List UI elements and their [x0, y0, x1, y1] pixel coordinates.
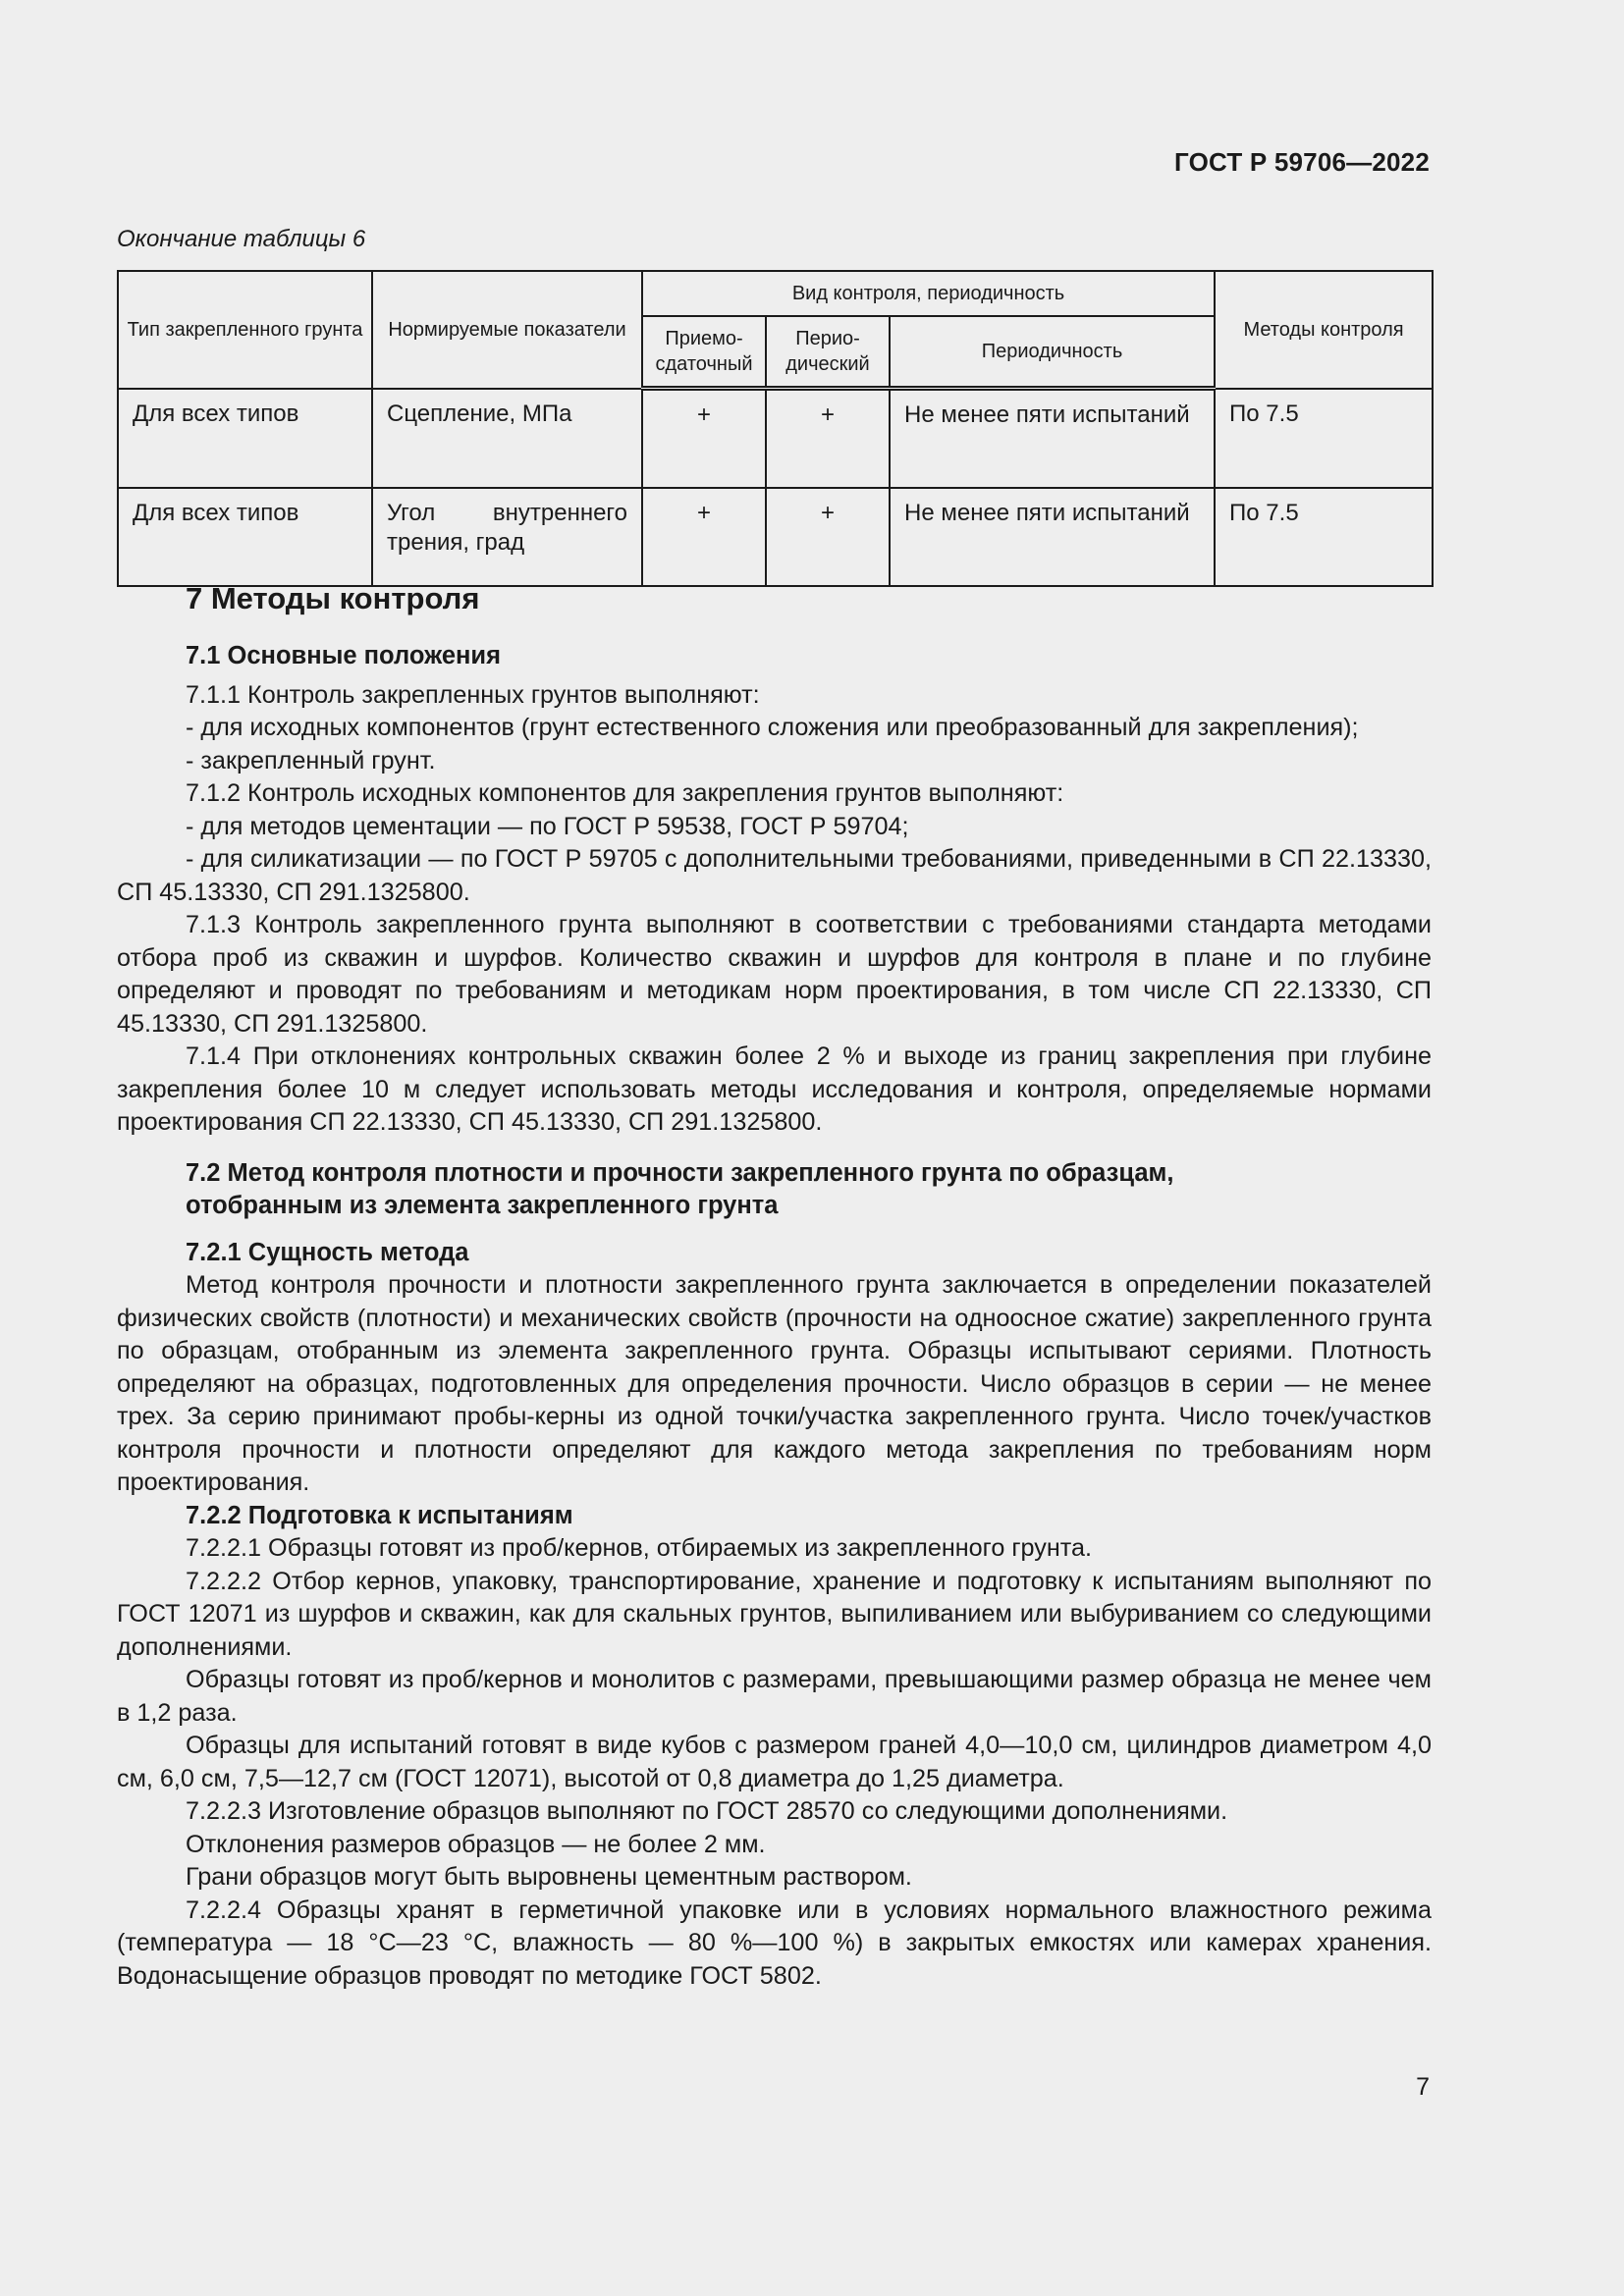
cell-indicator-line-2: трения, град — [387, 529, 525, 556]
paragraph-7-2-2-2: 7.2.2.2 Отбор кернов, упаковку, транспортирование, хранение и подготовку к испытаниям выполняют по ГОСТ 12071 из шурфов и скважин, как для скальных грунтов, выпиливанием или выбуриванием со следующими дополнениями. — [117, 1567, 1432, 1661]
table-row — [118, 389, 1433, 489]
cell-periodicity: Не менее пяти испытаний — [890, 389, 1215, 489]
paragraph: Грани образцов могут быть выровнены цементным раствором. — [186, 1863, 912, 1891]
header-soil-type: Тип закрепленного грунта — [118, 271, 372, 389]
cell-indicator-text: Сцепление, МПа — [387, 400, 572, 427]
section-7-title: 7 Методы контроля — [186, 581, 480, 615]
section-7-2-title-line-2: отобранным из элемента закрепленного грунта — [186, 1192, 779, 1219]
paragraph-7-2-2-4: 7.2.2.4 Образцы хранят в герметичной упаковке или в условиях нормального влажностного режима (температура — 18 °С—23 °С, влажность — 80 %—100 %) в закрытых емкостях или камерах хранения. Водонасыщение образцов проводят по методике ГОСТ 5802. — [117, 1896, 1432, 1990]
cell-indicator — [372, 389, 642, 489]
document-code: ГОСТ Р 59706—2022 — [1174, 147, 1430, 177]
cell-acceptance: + — [642, 488, 766, 586]
document-body — [117, 579, 1432, 1993]
paragraph-7-2-1: Метод контроля прочности и плотности закрепленного грунта заключается в определении показателей физических свойств (плотности) и механических свойств (прочности на одноосное сжатие) закрепленного грунта по образцам, отобранным из элемента закрепленного грунта. Образцы испытывают сериями. Плотность определяют на образцах, подготовленных для определения прочности. Число образцов в серии — не менее трех. За серию принимают пробы-керны из одной точки/участка закрепленного грунта. Число точек/участков контроля прочности и плотности определяют для каждого метода закрепления по требованиям норм проектирования. — [117, 1271, 1432, 1496]
paragraph-list-item: - для методов цементации — по ГОСТ Р 59538, ГОСТ Р 59704; — [186, 812, 909, 840]
page-number: 7 — [1416, 2073, 1430, 2101]
cell-indicator — [372, 488, 642, 586]
paragraph: Образцы готовят из проб/кернов и монолитов с размерами, превышающими размер образца не менее чем в 1,2 раза. — [117, 1666, 1432, 1727]
cell-periodic: + — [766, 389, 890, 489]
header-periodic: Перио-дический — [766, 316, 890, 389]
paragraph-7-1-1: 7.1.1 Контроль закрепленных грунтов выполняют: — [186, 680, 760, 709]
paragraph: Отклонения размеров образцов — не более 2 мм. — [186, 1830, 766, 1858]
header-periodicity: Периодичность — [890, 316, 1215, 389]
paragraph-list-item: - для исходных компонентов (грунт естественного сложения или преобразованный для закрепления); — [186, 714, 1359, 741]
cell-methods: По 7.5 — [1215, 488, 1433, 586]
cell-periodic: + — [766, 488, 890, 586]
table-6 — [117, 270, 1434, 587]
cell-soil-type: Для всех типов — [118, 389, 372, 489]
section-7-2-1-title: 7.2.1 Сущность метода — [186, 1238, 469, 1266]
paragraph-7-1-2: 7.1.2 Контроль исходных компонентов для закрепления грунтов выполняют: — [186, 779, 1064, 807]
table-row — [118, 488, 1433, 586]
paragraph-7-2-2-3: 7.2.2.3 Изготовление образцов выполняют по ГОСТ 28570 со следующими дополнениями. — [186, 1797, 1228, 1825]
paragraph-list-item: - для силикатизации — по ГОСТ Р 59705 с дополнительными требованиями, приведенными в СП 22.13330, СП 45.13330, СП 291.1325800. — [117, 845, 1432, 906]
paragraph: Образцы для испытаний готовят в виде кубов с размером граней 4,0—10,0 см, цилиндров диаметром 4,0 см, 6,0 см, 7,5—12,7 см (ГОСТ 12071), высотой от 0,8 диаметра до 1,25 диаметра. — [117, 1732, 1432, 1792]
section-7-1-title: 7.1 Основные положения — [186, 642, 501, 669]
table-caption: Окончание таблицы 6 — [117, 226, 366, 252]
cell-acceptance: + — [642, 389, 766, 489]
cell-indicator-line-1: Угол внутреннего — [387, 500, 627, 526]
header-methods: Методы контроля — [1215, 271, 1433, 389]
paragraph-7-1-3: 7.1.3 Контроль закрепленного грунта выполняют в соответствии с требованиями стандарта методами отбора проб из скважин и шурфов. Количество скважин и шурфов для контроля в плане и по глубине определяют и проводят по требованиям и методикам норм проектирования, в том числе СП 22.13330, СП 45.13330, СП 291.1325800. — [117, 911, 1432, 1038]
section-7-2-title-line-1: 7.2 Метод контроля плотности и прочности закрепленного грунта по образцам, — [186, 1158, 1174, 1187]
cell-periodicity: Не менее пяти испытаний — [890, 488, 1215, 586]
paragraph-7-2-2-1: 7.2.2.1 Образцы готовят из проб/кернов, отбираемых из закрепленного грунта. — [186, 1534, 1092, 1562]
paragraph-7-1-4: 7.1.4 При отклонениях контрольных скважин более 2 % и выходе из границ закрепления при глубине закрепления более 10 м следует использовать методы исследования и контроля, определяемые нормами проектирования СП 22.13330, СП 45.13330, СП 291.1325800. — [117, 1042, 1432, 1136]
header-control-group: Вид контроля, периодичность — [642, 271, 1215, 316]
paragraph-list-item: - закрепленный грунт. — [186, 746, 436, 774]
header-indicators: Нормируемые показатели — [372, 271, 642, 389]
cell-methods: По 7.5 — [1215, 389, 1433, 489]
header-acceptance: Приемо-сдаточный — [642, 316, 766, 389]
cell-soil-type: Для всех типов — [118, 488, 372, 586]
section-7-2-2-title: 7.2.2 Подготовка к испытаниям — [186, 1501, 573, 1529]
